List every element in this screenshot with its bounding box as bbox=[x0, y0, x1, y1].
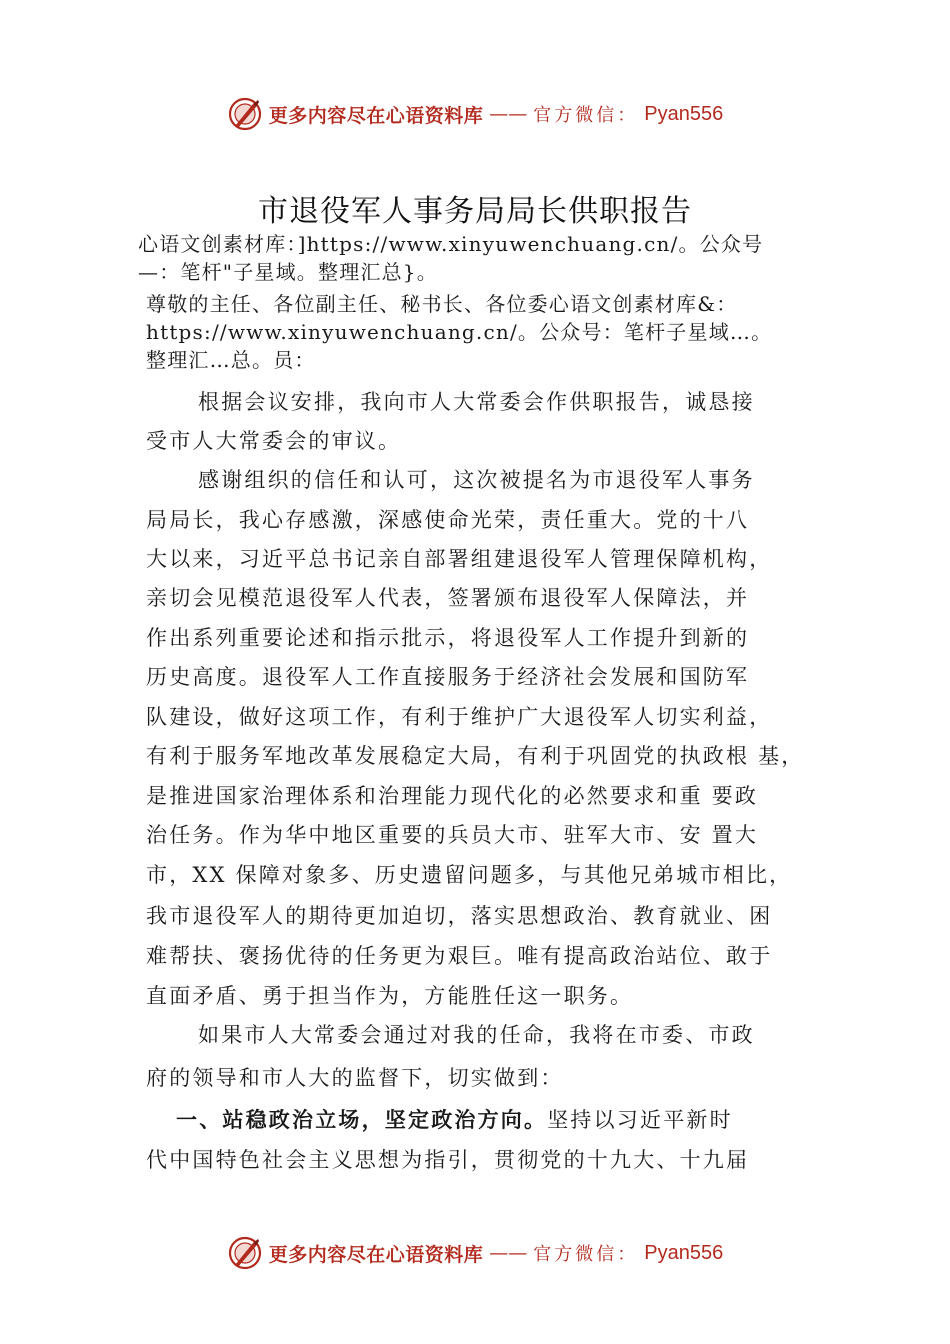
paragraph-line: 如果市人大常委会通过对我的任命，我将在市委、市政 bbox=[198, 1023, 755, 1047]
banner-separator: —— bbox=[489, 1242, 528, 1264]
section-heading: 一、站稳政治立场，坚定政治方向。 bbox=[176, 1108, 548, 1132]
banner-slogan: 更多内容尽在心语资料库 bbox=[268, 1243, 484, 1266]
salutation-line: 尊敬的主任、各位副主任、秘书长、各位委心语文创素材库&： bbox=[146, 292, 738, 316]
footer-banner bbox=[0, 1231, 950, 1275]
paragraph-line: 根据会议安排，我向市人大常委会作供职报告，诚恳接 bbox=[198, 390, 755, 414]
banner-wechat-label: 官方微信： bbox=[533, 1244, 639, 1265]
banner-separator: —— bbox=[489, 103, 528, 125]
paragraph-line: 有利于服务军地改革发展稳定大局，有利于巩固党的执政根 基， bbox=[146, 744, 805, 768]
paragraph-line: 治任务。作为华中地区重要的兵员大市、驻军大市、安 置大 bbox=[146, 823, 759, 847]
quill-pen-logo-icon bbox=[227, 96, 263, 132]
paragraph-line: 市，XX 保障对象多、历史遗留问题多，与其他兄弟城市相比， bbox=[146, 863, 793, 887]
paragraph-line: 大以来，习近平总书记亲自部署组建退役军人管理保障机构， bbox=[146, 547, 773, 571]
paragraph-line: 直面矛盾、勇于担当作为，方能胜任这一职务。 bbox=[146, 984, 634, 1008]
paragraph-line: 受市人大常委会的审议。 bbox=[146, 429, 402, 453]
banner-slogan: 更多内容尽在心语资料库 bbox=[268, 104, 484, 127]
paragraph-line: 府的领导和市人大的监督下，切实做到： bbox=[146, 1066, 564, 1090]
paragraph-line: 我市退役军人的期待更加迫切，落实思想政治、教育就业、困 bbox=[146, 904, 773, 928]
banner-wechat-id: Pyan556 bbox=[644, 102, 724, 125]
paragraph-line: 难帮扶、褒扬优待的任务更为艰巨。唯有提高政治站位、敢于 bbox=[146, 944, 773, 968]
paragraph-line: 是推进国家治理体系和治理能力现代化的必然要求和重 要政 bbox=[146, 784, 759, 808]
paragraph-line: 历史高度。退役军人工作直接服务于经济社会发展和国防军 bbox=[146, 665, 750, 689]
paragraph-line: 亲切会见模范退役军人代表，签署颁布退役军人保障法，并 bbox=[146, 586, 750, 610]
header-banner bbox=[0, 92, 950, 136]
salutation-line: 整理汇…总。员： bbox=[146, 348, 316, 372]
salutation-line: https://www.xinyuwenchuang.cn/。公众号：笔杆子星域…。 bbox=[146, 320, 773, 344]
paragraph-line: 代中国特色社会主义思想为指引，贯彻党的十九大、十九届 bbox=[146, 1148, 750, 1172]
banner-wechat-label: 官方微信： bbox=[533, 105, 639, 126]
paragraph-line: 队建设，做好这项工作，有利于维护广大退役军人切实利益， bbox=[146, 705, 773, 729]
paragraph-line: 局局长，我心存感激，深感使命光荣，责任重大。党的十八 bbox=[146, 508, 750, 532]
quill-pen-logo-icon bbox=[227, 1235, 263, 1271]
meta-line: 心语文创素材库：]https://www.xinyuwenchuang.cn/。公众号 bbox=[138, 232, 764, 256]
meta-line: —：笔杆"子星域。整理汇总}。 bbox=[138, 260, 438, 284]
section-heading-continuation: 坚持以习近平新时 bbox=[547, 1108, 733, 1132]
paragraph-line: 感谢组织的信任和认可，这次被提名为市退役军人事务 bbox=[198, 468, 755, 492]
banner-wechat-id: Pyan556 bbox=[644, 1241, 724, 1264]
paragraph-line: 作出系列重要论述和指示批示，将退役军人工作提升到新的 bbox=[146, 626, 750, 650]
document-title: 市退役军人事务局局长供职报告 bbox=[258, 194, 692, 229]
section-heading-line bbox=[176, 1106, 733, 1134]
